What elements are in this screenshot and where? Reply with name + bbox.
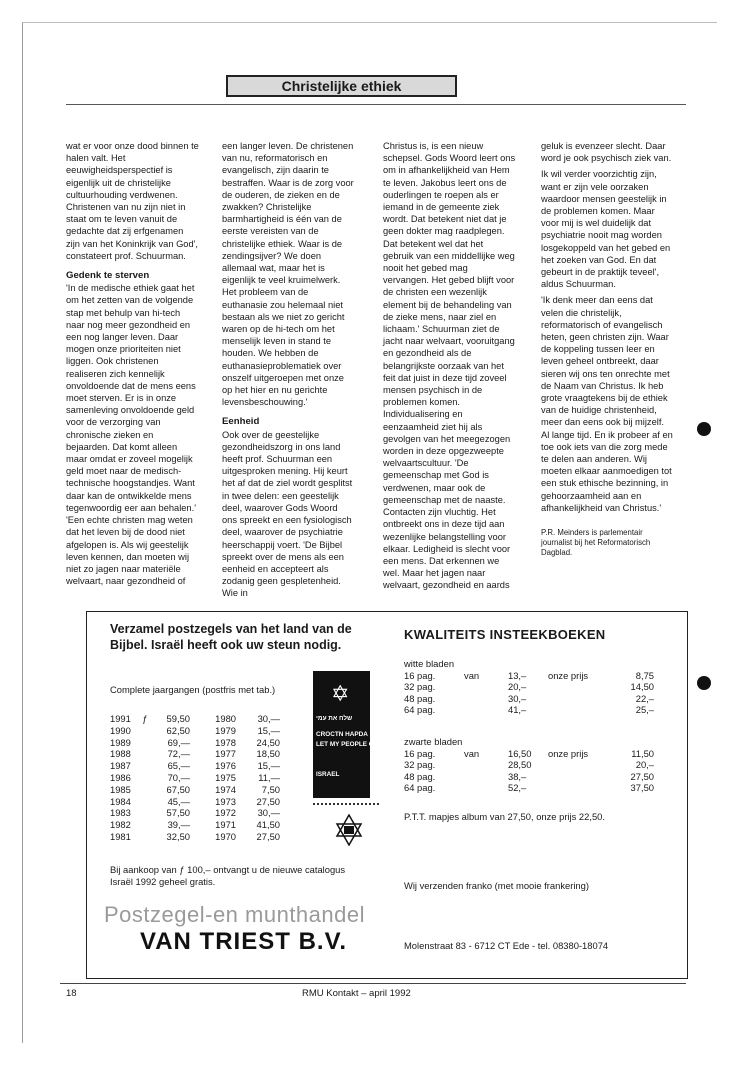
table-cell: 57,50 <box>166 807 190 819</box>
table-cell: 32 pag. <box>404 681 436 693</box>
article-column-3 <box>383 140 516 596</box>
table-cell: 11,50 <box>631 748 654 759</box>
table-cell: 24,50 <box>256 736 280 748</box>
table-cell: 1971 <box>215 819 236 831</box>
table-cell: 45,— <box>167 795 190 807</box>
table-row <box>110 725 280 737</box>
table-cell: 1986 <box>110 771 131 783</box>
paragraph: Ik wil verder voorzichtig zijn, want er zijn vele oorzaken waardoor mensen geestelijk in de problemen komen. Maar voor mij is wel duidelijk dat psychiatrie nooit mag worden losgekoppeld van het gebed en het zoeken van God. En dat gebeurt in de praktijk teveel', aldus Schuurman. <box>541 169 671 290</box>
table-cell: 1983 <box>110 807 131 819</box>
table-cell: 72,— <box>167 748 190 760</box>
table-cell: 14,50 <box>630 681 654 693</box>
year-price-table <box>110 713 280 843</box>
table-cell <box>140 760 150 772</box>
table-cell: 1976 <box>215 760 236 772</box>
article-column-4 <box>541 140 674 562</box>
table-cell <box>548 782 614 793</box>
table-cell: 48 pag. <box>404 692 436 704</box>
table-cell: 22,– <box>635 692 654 704</box>
table-cell: 1975 <box>215 771 236 783</box>
table-cell: 1973 <box>215 795 236 807</box>
table-cell: 69,— <box>167 736 190 748</box>
punch-hole-icon <box>697 422 711 436</box>
subheading-eenheid: Eenheid <box>222 416 260 428</box>
table-cell: 62,50 <box>166 724 190 736</box>
table-cell: 27,50 <box>630 770 654 782</box>
table-row <box>404 759 654 770</box>
table-cell: 1989 <box>110 736 131 748</box>
star-of-david-icon: ✡ <box>331 681 350 706</box>
table-cell: 27,50 <box>256 830 280 842</box>
table-cell <box>548 693 614 704</box>
table-cell: 18,50 <box>256 748 280 760</box>
table-cell: 67,50 <box>166 783 190 795</box>
table-cell: 1987 <box>110 760 131 772</box>
table-row <box>110 807 280 819</box>
table-cell <box>140 784 150 796</box>
shop-address: Molenstraat 83 - 6712 CT Ede - tel. 08380-18074 <box>404 940 609 951</box>
stamp-perforation <box>313 803 379 805</box>
paragraph: wat er voor onze dood binnen te halen valt. Het eeuwigheidsperspectief is eigenlijk uit de christelijke cultuurhouding verdwenen. Christenen van nu zijn niet in staat om te leven vanuit de gedachte dat zij erfgenamen zijn van het Koninkrijk van God', constateert prof. Schuurman. <box>66 141 199 261</box>
paragraph: geluk is evenzeer slecht. Daar word je ook psychisch ziek van. <box>541 141 672 164</box>
table-cell: 11,— <box>258 771 280 783</box>
table-row <box>110 748 280 760</box>
table-row <box>110 737 280 749</box>
table-cell <box>464 771 508 782</box>
table-cell <box>140 796 150 808</box>
table-cell: 64 pag. <box>404 782 436 794</box>
author-credit: P.R. Meinders is parlementair journalist bij het Reformatorisch Dagblad. <box>541 528 651 558</box>
ad-right-title: KWALITEITS INSTEEKBOEKEN <box>404 627 606 642</box>
table-cell: 27,50 <box>256 795 280 807</box>
table-cell: 20,– <box>508 681 527 693</box>
table-cell: 1972 <box>215 807 236 819</box>
table-cell: onze prijs <box>548 748 589 759</box>
table-row <box>110 772 280 784</box>
header-rule <box>66 104 686 105</box>
table-cell: 1985 <box>110 783 131 795</box>
paragraph: 'Ik denk meer dan eens dat velen die christelijk, reformatorisch of evangelisch heten, geen christen zijn. Waar de koppeling tussen leer en leven geheel ontbreekt, daar sieren wij ons ten onrechte met de Naam van Christus. Ik heb grote vraagtekens bij de ethiek van de huidige christenheid, meer dan eens ook bij mijzelf. Al lange tijd. En ik probeer af en toe ook iets van die zorg mede te delen aan anderen. Wij moeten elkaar aanmoedigen tot een stuk ethische bezinning, in gehoorzaamheid aan en afhankelijkheid van Christus.' <box>541 295 673 513</box>
white-pages-label: witte bladen <box>404 658 455 669</box>
table-cell: 48 pag. <box>404 770 436 782</box>
table-cell: 1970 <box>215 830 236 842</box>
table-cell <box>548 771 614 782</box>
table-cell: 41,50 <box>256 819 280 831</box>
table-cell: van <box>464 748 480 759</box>
table-cell <box>140 831 150 843</box>
table-cell: 16 pag. <box>404 748 436 759</box>
emblem-icon <box>335 814 363 846</box>
table-cell: van <box>464 670 480 681</box>
table-cell <box>464 693 508 704</box>
table-cell <box>548 704 614 715</box>
table-cell <box>464 782 508 793</box>
table-cell: 20,– <box>635 759 654 771</box>
punch-hole-icon <box>697 676 711 690</box>
table-cell: 15,— <box>257 760 280 772</box>
subheading-gedenk: Gedenk te sterven <box>66 270 150 282</box>
publication-line: RMU Kontakt – april 1992 <box>302 988 411 999</box>
table-cell <box>464 681 508 692</box>
table-cell: 25,– <box>635 704 654 716</box>
table-cell: 16 pag. <box>404 670 436 681</box>
table-row <box>404 771 654 782</box>
table-cell <box>464 704 508 715</box>
table-cell: 1982 <box>110 819 131 831</box>
table-cell: 7,50 <box>261 783 280 795</box>
table-cell: 15,— <box>257 724 280 736</box>
table-cell: 30,– <box>508 692 527 704</box>
table-cell: 30,— <box>257 807 280 819</box>
table-cell: 8,75 <box>635 670 654 681</box>
ad-offer-note: Bij aankoop van ƒ 100,– ontvangt u de nieuwe catalogus Israël 1992 geheel gratis. <box>110 864 346 887</box>
table-row <box>404 704 654 715</box>
table-cell: 64 pag. <box>404 704 436 716</box>
table-row <box>110 784 280 796</box>
table-cell: 1988 <box>110 748 131 760</box>
paragraph: 'In de medische ethiek gaat het om het zetten van de volgende stap met behulp van hi-tech naar nog meer gezondheid en een nog langer leven. Daar mogen onze prioriteiten niet liggen. Ook christenen realiseren zich kennelijk onvoldoende dat de mens eens moet sterven. Er is in onze samenleving onvoldoende geld voor de verzorging van chronische zieken en bejaarden. Dat komt alleen maar omdat er zoveel mogelijk geld moet naar de medisch-technische hoogstandjes. Want daar kan de ontwikkelde mens tegenwoordig eer aan behalen.' 'Een echte christen mag weten dat het leven bij de dood niet afgelopen is. Als wij geestelijk leven kennen, dan moeten wij niet zo jagen naar materiële welvaart, naar gezondheid of <box>66 283 196 587</box>
table-cell: 32,50 <box>166 830 190 842</box>
table-cell <box>140 819 150 831</box>
black-pages-label: zwarte bladen <box>404 736 463 747</box>
table-cell: 39,— <box>167 819 190 831</box>
table-cell: 59,50 <box>166 713 190 724</box>
table-cell: 41,– <box>508 704 527 716</box>
table-cell <box>548 759 614 770</box>
table-cell <box>464 759 508 770</box>
table-cell <box>140 748 150 760</box>
table-cell: 65,— <box>167 760 190 772</box>
table-cell <box>140 807 150 819</box>
table-cell: onze prijs <box>548 670 589 681</box>
table-cell: 1984 <box>110 795 131 807</box>
article-column-2 <box>222 140 355 604</box>
israel-stamp-image <box>313 671 379 798</box>
table-row <box>110 713 280 725</box>
article-column-1 <box>66 140 199 591</box>
table-cell: 1974 <box>215 783 236 795</box>
table-cell: 70,— <box>167 771 190 783</box>
table-cell <box>548 681 614 692</box>
table-cell: 37,50 <box>630 782 654 794</box>
table-cell: 1979 <box>215 724 236 736</box>
stamp-text: CROCTN HAPDA <box>316 731 368 738</box>
ptt-offer: P.T.T. mapjes album van 27,50, onze prijs 22,50. <box>404 811 605 822</box>
stamp-text: ISRAEL <box>316 771 340 778</box>
table-row <box>110 760 280 772</box>
table-row <box>110 796 280 808</box>
table-cell: 13,– <box>508 670 527 681</box>
table-row <box>404 681 654 692</box>
section-header: Christelijke ethiek <box>226 75 457 97</box>
table-cell: 38,– <box>508 770 527 782</box>
black-price-table <box>404 748 654 794</box>
table-cell <box>140 772 150 784</box>
table-cell: 1978 <box>215 736 236 748</box>
paragraph: een langer leven. De christenen van nu, reformatorisch en evangelisch, zijn daarin te bestraffen. Waar is de zorg voor de ouderen, de zieken en de zwakken? Christelijke barmhartigheid is één van de eerste vereisten van de christelijke ethiek. Waar is de zendingsijver? We doen allemaal wat, maar het is eigenlijk te veel kruimelwerk. Het probleem van de euthanasie zou helemaal niet bestaan als we niet zo gericht waren op de hi-tech om het menselijk leven in stand te houden. We hebben de euthanasieproblematiek over onszelf uitgeroepen met onze op het hier en nu gerichte levensbeschouwing.' <box>222 141 354 408</box>
table-cell: 30,— <box>257 713 280 724</box>
table-cell: 32 pag. <box>404 759 436 771</box>
page-number: 18 <box>66 988 77 999</box>
table-row <box>404 670 654 681</box>
table-cell: 1990 <box>110 724 131 736</box>
stamp-text: שלח את עמי <box>316 715 353 722</box>
table-cell: 1981 <box>110 830 131 842</box>
table-cell <box>140 725 150 737</box>
table-cell: 1991 <box>110 713 131 724</box>
stamp-text: LET MY PEOPLE GO <box>316 741 379 748</box>
paragraph: Christus is, is een nieuw schepsel. Gods Woord leert ons om in afhankelijkheid van Hem te leven. Jakobus leert ons de ouderlingen te roepen als er iemand in de gemeente ziek wordt. Dat betekent niet dat je geen dokter mag raadplegen. Dat betekent wel dat het gebruik van een middellijke weg nooit het gebed mag vervangen. Het gebed blijft voor de christen een wezenlijk element bij de behandeling van de zieke mens, naar ziel en lichaam.' Schuurman ziet de jacht naar welvaart, vooruitgang en gezondheid als de belangrijkste oorzaak van het feit dat juist in deze tijd zoveel mensen psychisch in de problemen komen. Individualisering en eenzaamheid ziet hij als gevolgen van het meegezogen worden in deze opgezweepte welvaartscultuur. 'De gemeenschap met God is verdwenen, maar ook de gemeenschap met de naaste. Contacten zijn vluchtig. Het ontbreekt ons in deze tijd aan wezenlijke belangstelling voor elkaar. Ledigheid is slecht voor een mens. Dat erkennen we wel. Maar het jagen naar welvaart, gezondheid en aards <box>383 141 516 591</box>
ad-subtitle: Complete jaargangen (postfris met tab.) <box>110 684 276 695</box>
table-row <box>404 748 654 759</box>
table-cell: 1980 <box>215 713 236 724</box>
ad-headline: Verzamel postzegels van het land van de Bijbel. Israël heeft ook uw steun nodig. <box>110 622 352 652</box>
table-row <box>404 782 654 793</box>
footer-rule <box>60 983 686 984</box>
table-cell: 28,50 <box>508 759 532 771</box>
shipping-note: Wij verzenden franko (met mooie frankering) <box>404 880 589 891</box>
table-cell: 52,– <box>508 782 527 794</box>
paragraph: Ook over de geestelijke gezondheidszorg in ons land heeft prof. Schuurman een uitgesproken mening. Hij keurt het af dat de ziel wordt gesplitst in twee delen: een geestelijk deel, waarover Gods Woord ons spreekt en een fysiologisch deel, waarover de psychiatrie heerschappij voert. 'De Bijbel spreekt over de mens als een eenheid en accepteert als zodanig geen gespletenheid. Wie in <box>222 429 353 599</box>
shop-tagline: Postzegel-en munthandel <box>104 902 365 927</box>
table-row <box>110 819 280 831</box>
company-name: VAN TRIEST B.V. <box>140 928 348 955</box>
table-cell: 16,50 <box>508 748 532 759</box>
table-row <box>110 831 280 843</box>
table-cell: ƒ <box>142 713 148 724</box>
white-price-table <box>404 670 654 716</box>
table-cell <box>140 737 150 749</box>
table-cell: 1977 <box>215 748 236 760</box>
table-row <box>404 693 654 704</box>
